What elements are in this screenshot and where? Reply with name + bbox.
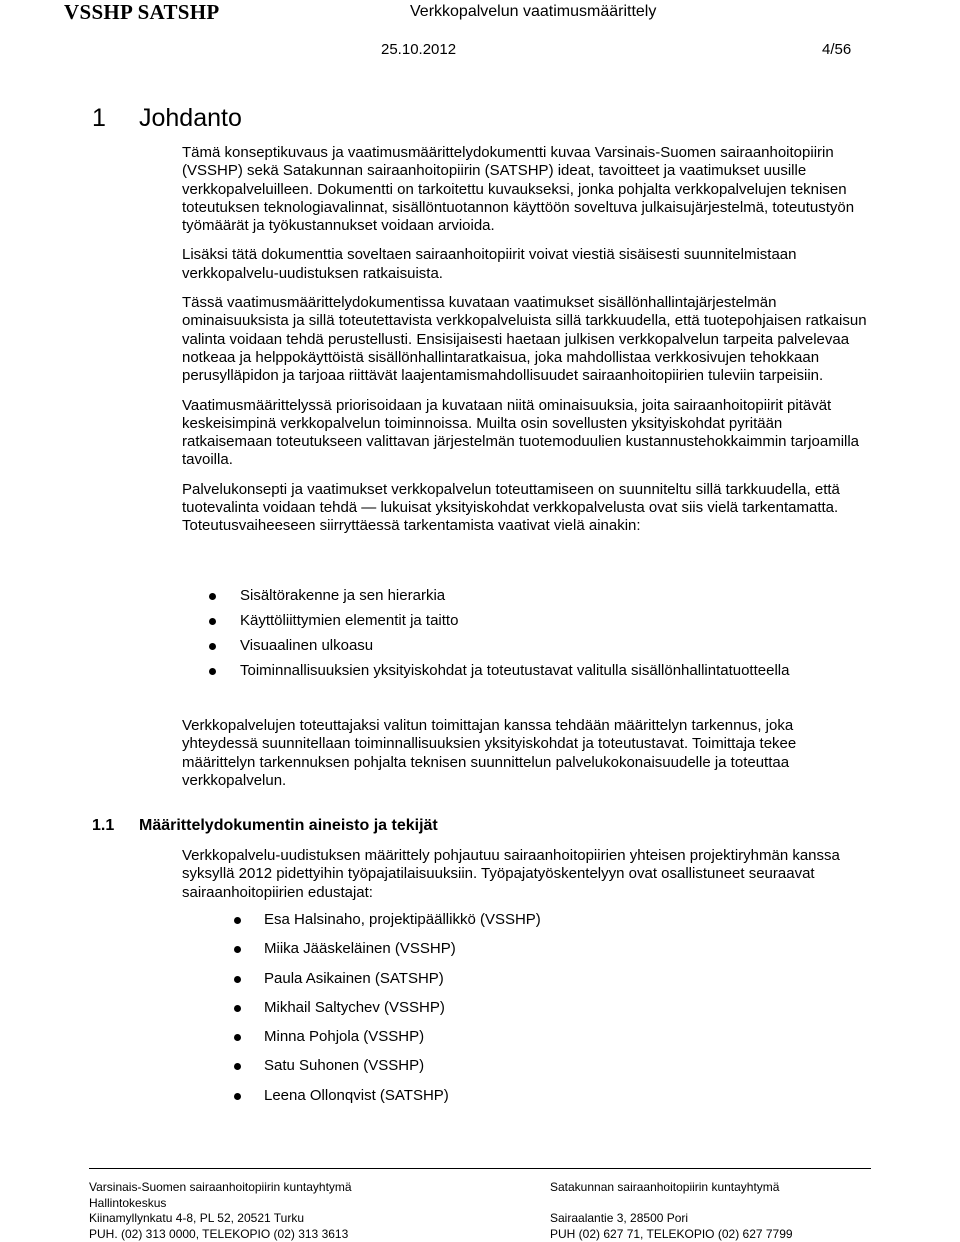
header-page-number: 4/56 (822, 41, 851, 59)
footer-divider (89, 1168, 871, 1169)
section2-body (182, 847, 872, 913)
footer-line: Satakunnan sairaanhoitopiirin kuntayhtymä (550, 1180, 793, 1196)
bullet-icon (209, 618, 216, 625)
bullet-icon (209, 593, 216, 600)
list-item: Paula Asikainen (SATSHP) (264, 969, 541, 998)
list-item: Leena Ollonqvist (SATSHP) (264, 1086, 541, 1115)
bullet-icon (234, 1034, 241, 1041)
paragraph: Tämä konseptikuvaus ja vaatimusmäärittelydokumentti kuvaa Varsinais-Suomen sairaanhoitopiirin (VSSHP) sekä Satakunnan sairaanhoitopiirin (SATSHP) ideat, tavoitteet ja vaatimukset uusille verkkopalveluilleen. Dokumentti on tarkoitettu kuvaukseksi, jonka pohjalta verkkopalvelujen teknisen toteutuksen teknologiavalinnat, sisällöntuotannon käyttöön soveltuva julkaisujärjestelmä, toteutustyön työmäärät ja työkustannukset voidaan arvioida. (182, 144, 872, 235)
subsection-number: 1.1 (92, 815, 139, 837)
refinement-bullet-list (240, 586, 789, 686)
list-item: Minna Pohjola (VSSHP) (264, 1027, 541, 1056)
subsection-title: Määrittelydokumentin aineisto ja tekijät (139, 817, 438, 834)
footer-line: PUH (02) 627 71, TELEKOPIO (02) 627 7799 (550, 1227, 793, 1242)
bullet-icon (209, 643, 216, 650)
list-item: Esa Halsinaho, projektipäällikkö (VSSHP) (264, 910, 541, 939)
footer-left-address (89, 1180, 352, 1242)
subsection-heading (92, 815, 438, 837)
list-item: Sisältörakenne ja sen hierarkia (240, 586, 789, 611)
section-heading-johdanto (92, 103, 242, 133)
paragraph: Palvelukonsepti ja vaatimukset verkkopalvelun toteuttamiseen on suunniteltu sillä tarkkuudella, että tuotevalinta voidaan tehdä — lukuisat yksityiskohdat verkkopalvelusta ovat siis vielä tarkentamatta. Toteutusvaiheeseen siirryttäessä tarkentamista vaativat vielä ainakin: (182, 481, 872, 536)
list-item: Visuaalinen ulkoasu (240, 636, 789, 661)
bullet-icon (234, 1093, 241, 1100)
bullet-icon (234, 946, 241, 953)
footer-line: Kiinamyllynkatu 4-8, PL 52, 20521 Turku (89, 1211, 352, 1227)
section1-body (182, 144, 872, 547)
header-document-title: Verkkopalvelun vaatimusmäärittely (410, 2, 656, 22)
list-item: Käyttöliittymien elementit ja taitto (240, 611, 789, 636)
list-item: Satu Suhonen (VSSHP) (264, 1056, 541, 1085)
paragraph: Vaatimusmäärittelyssä priorisoidaan ja kuvataan niitä ominaisuuksia, joita sairaanhoitopiirit pitävät keskeisimpinä verkkopalvelun toiminnoissa. Muilta osin sovellusten yksityiskohdat pyritään ratkaisemaan toteutukseen valittavan järjestelmän tuotemoduulien kustannustehokkaimmin tarjoamilla tavoilla. (182, 397, 872, 470)
paragraph: Verkkopalvelu-uudistuksen määrittely pohjautuu sairaanhoitopiirien yhteisen projektiryhmän kanssa syksyllä 2012 pidettyihin työpajatilaisuuksiin. Työpajatyöskentelyyn ovat osallistuneet seuraavat sairaanhoitopiirien edustajat: (182, 847, 872, 902)
bullet-icon (234, 917, 241, 924)
paragraph: Lisäksi tätä dokumenttia soveltaen sairaanhoitopiirit voivat viestiä sisäisesti suunnitelmistaan verkkopalvelu-uudistuksen ratkaisuista. (182, 246, 872, 283)
bullet-icon (209, 668, 216, 675)
footer-line: Varsinais-Suomen sairaanhoitopiirin kuntayhtymä (89, 1180, 352, 1196)
list-item: Mikhail Saltychev (VSSHP) (264, 998, 541, 1027)
paragraph: Verkkopalvelujen toteuttajaksi valitun toimittajan kanssa tehdään määrittelyn tarkennus, joka yhteydessä suunnitellaan toiminnallisuuksien yksityiskohdat ja toteutustavat. Toimittaja tekee määrittelyn tarkennuksen pohjalta teknisen suunnittelun palvelukokonaisuudelle ja toteuttaa verkkopalvelun. (182, 717, 872, 790)
bullet-icon (234, 1063, 241, 1070)
header-date: 25.10.2012 (381, 41, 456, 59)
footer-line (550, 1196, 793, 1212)
section1-closing (182, 717, 872, 801)
footer-line: Sairaalantie 3, 28500 Pori (550, 1211, 793, 1227)
bullet-icon (234, 1005, 241, 1012)
paragraph: Tässä vaatimusmäärittelydokumentissa kuvataan vaatimukset sisällönhallintajärjestelmän ominaisuuksista ja sillä toteutettavista verkkopalveluista sillä tarkkuudella, että tuotepohjaisen ratkaisun valinta voidaan tehdä perustellusti. Ensisijaisesti haetaan julkisen verkkopalvelun tarpeita palvelevaa notkeaa ja helppokäyttöistä sisällönhallintaratkaisua, joka mahdollistaa verkkosivujen tehokkaan perusylläpidon ja tarjoaa riittävät laajentamismahdollisuudet sairaanhoitopiirien tuleviin tarpeisiin. (182, 294, 872, 385)
section-number: 1 (92, 103, 139, 133)
section-title: Johdanto (139, 104, 242, 132)
bullet-icon (234, 976, 241, 983)
footer-line: Hallintokeskus (89, 1196, 352, 1212)
workshop-members-list (264, 910, 541, 1115)
header-logo: VSSHP SATSHP (64, 0, 220, 24)
list-item: Toiminnallisuuksien yksityiskohdat ja toteutustavat valitulla sisällönhallintatuotteella (240, 661, 789, 686)
footer-line: PUH. (02) 313 0000, TELEKOPIO (02) 313 3613 (89, 1227, 352, 1242)
footer-right-address (550, 1180, 793, 1242)
list-item: Miika Jääskeläinen (VSSHP) (264, 939, 541, 968)
